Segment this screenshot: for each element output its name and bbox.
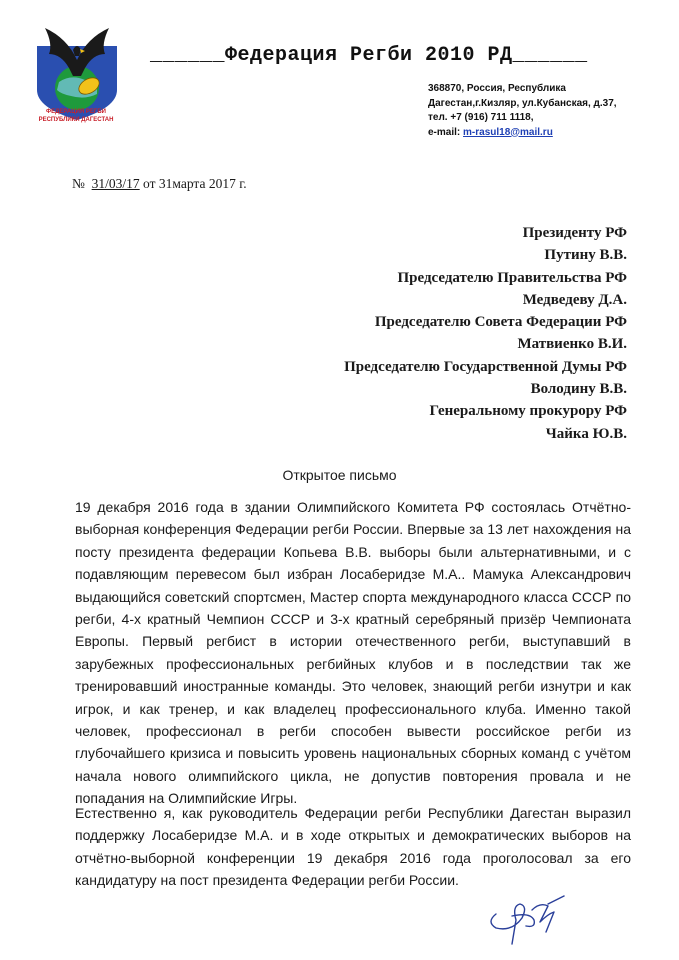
addressee-line: Матвиенко В.И. <box>517 336 627 353</box>
letter-paragraph-1: 19 декабря 2016 года в здании Олимпийского Комитета РФ состоялась Отчётно-выборная конференция Федерации регби России. Впервые за 13 лет нахождения на посту президента федерации Копьева В.В. выборы были альтернативными, и с подавляющим перевесом был избран Лосаберидзе М.А.. Мамука Александрович выдающийся советский спортсмен, Мастер спорта международного класса СССР по регби, 4-х кратный Чемпион СССР и 3-х кратный серебряный призёр Чемпионата Европы. Первый регбист в истории отечественного регби, выступавший в зарубежных профессиональных регбийных клубов и в последствии так же тренировавший иностранные команды. Это человек, знающий регби изнутри и как игрок, и как тренер, и как владелец профессионального клуба. Именно такой человек, профессионал в регби способен вывести российское регби из глубочайшего кризиса и повысить уровень национальных сборных команд с учётом начала нового олимпийского цикла, не допустив повторения провала и не попадания на Олимпийские Игры. <box>75 499 631 807</box>
email-label: e-mail: <box>428 126 464 138</box>
addressee-line: Володину В.В. <box>530 381 627 398</box>
letter-paragraph-2: Естественно я, как руководитель Федерации регби Республики Дагестан выразил поддержку Лосаберидзе М.А. и в ходе открытых и демократических выборов на отчётно-выборной конференции 19 декабря 2016 года проголосовал за его кандидатуру на пост президента Федерации регби России. <box>75 805 631 889</box>
addressee-line: Председателю Правительства РФ <box>397 269 627 286</box>
address-line1: 368870, Россия, Республика <box>428 83 566 94</box>
address-block <box>428 82 617 140</box>
addressee-line: Путину В.В. <box>544 247 627 264</box>
addressee-line: Председателю Совета Федерации РФ <box>374 314 627 331</box>
reference-line <box>72 176 247 192</box>
reference-prefix: № <box>72 176 85 191</box>
addressee-line: Президенту РФ <box>522 225 627 241</box>
addressee-line: Чайка Ю.В. <box>545 425 627 442</box>
email-link[interactable]: m-rasul18@mail.ru <box>463 126 553 138</box>
address-line2: Дагестан,г.Кизляр, ул.Кубанская, д.37, <box>428 97 617 109</box>
logo-caption <box>30 108 122 124</box>
reference-date: от 31марта 2017 г. <box>143 176 247 191</box>
letterhead-title: ______Федерация Регби 2010 РД______ <box>150 44 588 67</box>
address-phone: тел. +7 (916) 711 1118, <box>428 112 534 123</box>
logo-caption-line1: ФЕДЕРАЦИЯ РЕГБИ <box>46 109 106 115</box>
addressee-block <box>344 222 627 445</box>
addressee-line: Генеральному прокурору РФ <box>429 403 627 420</box>
letter-title: Открытое письмо <box>282 467 397 483</box>
logo-caption-line2: РЕСПУБЛИКИ ДАГЕСТАН <box>38 117 114 123</box>
handwritten-signature <box>482 892 568 946</box>
reference-number: 31/03/17 <box>91 176 140 191</box>
addressee-line: Председателю Государственной Думы РФ <box>344 358 627 375</box>
address-email-row <box>428 126 617 141</box>
addressee-line: Медведеву Д.А. <box>522 291 627 308</box>
